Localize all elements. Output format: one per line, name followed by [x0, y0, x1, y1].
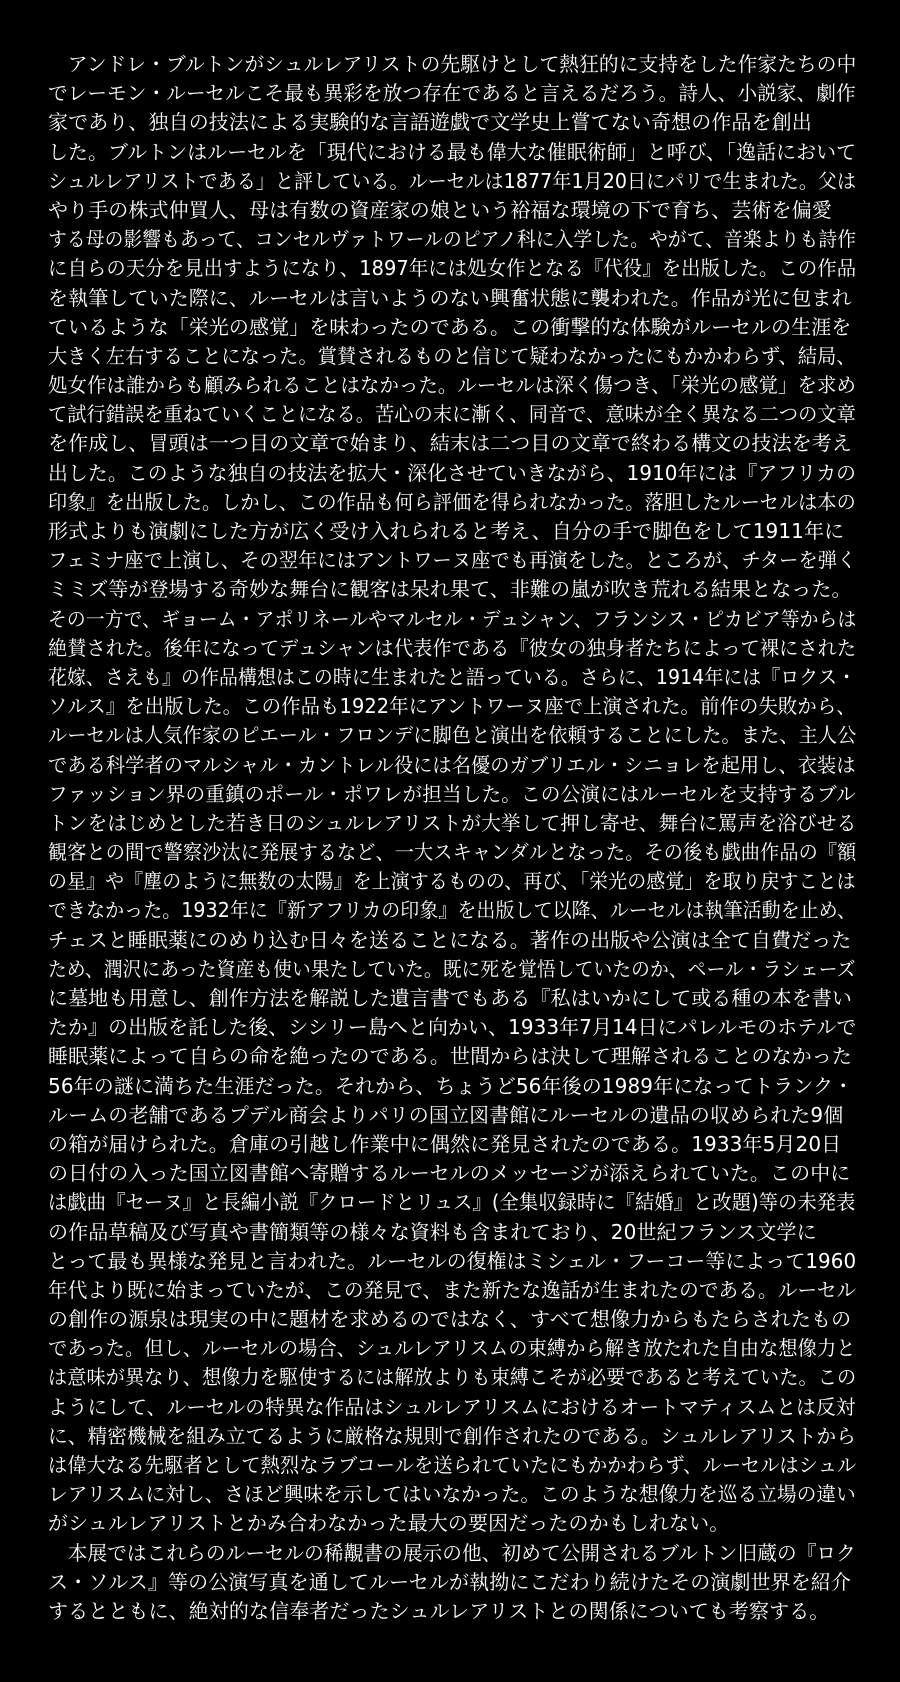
text-line: がシュルレアリストとかみ合わなかった最大の要因だったのかもしれない。: [48, 1511, 730, 1536]
text-line: に墓地も用意し、創作方法を解説した遺言書でもある『私はいかにして或る種の本を書い: [48, 986, 852, 1010]
text-line: ているような「栄光の感覚」を味わったのである。この衝撃的な体験がルーセルの生涯を: [48, 314, 852, 339]
text-line: は戯曲『セーヌ』と長編小説『クロードとリュス』(全集収録時に『結婚』と改題)等の未発表: [48, 1190, 856, 1215]
text-line: の創作の源泉は現実の中に題材を求めるのではなく、すべて想像力からもたらされたもの: [48, 1307, 852, 1332]
text-line: するとともに、絶対的な信奉者だったシュルレアリストとの関係についても考察する。: [48, 1598, 830, 1623]
text-line: アンドレ・ブルトンがシュルレアリストの先駆けとして熱狂的に支持をした作家たちの中: [48, 52, 856, 76]
text-line: 観客との間で警察沙汰に発展するなど、一大スキャンダルとなった。その後も戯曲作品の『額: [48, 840, 856, 865]
text-line: の作品草稿及び写真や書簡類等の様々な資料も含まれており、20世紀フランス文学に: [48, 1219, 817, 1244]
text-line: した。ブルトンはルーセルを「現代における最も偉大な催眠術師」と呼び、「逸話において: [48, 139, 856, 164]
text-line: レアリスムに対し、さほど興味を示してはいなかった。このような想像力を巡る立場の違い: [48, 1482, 856, 1507]
text-line: ファッション界の重鎮のポール・ポワレが担当した。この公演にはルーセルを支持するブル: [48, 781, 856, 806]
text-line: に自らの天分を見出すようになり、1897年には処女作となる『代役』を出版した。この作品: [48, 256, 856, 281]
text-line: 睡眠薬によって自らの命を絶ったのである。世間からは決して理解されることのなかった: [48, 1044, 852, 1069]
text-line: 本展ではこれらのルーセルの稀覯書の展示の他、初めて公開されるブルトン旧蔵の『ロク: [48, 1540, 856, 1565]
text-line: その一方で、ギョーム・アポリネールやマルセル・デュシャン、フランシス・ピカビア等からは: [48, 606, 856, 631]
text-line: の星』や『塵のように無数の太陽』を上演するものの、再び、「栄光の感覚」を取り戻すことは: [48, 869, 856, 894]
text-line: 56年の謎に満ちた生涯だった。それから、ちょうど56年後の1989年になってトランク・: [48, 1073, 854, 1098]
text-line: 処女作は誰からも顧みられることはなかった。ルーセルは深く傷つき、「栄光の感覚」を求め: [48, 373, 856, 398]
text-line: の日付の入った国立図書館へ寄贈するルーセルのメッセージが添えられていた。この中に: [48, 1161, 851, 1186]
text-line: に、精密機械を組み立てるように厳格な規則で創作されたのである。シュルレアリストから: [48, 1423, 856, 1448]
text-line: チェスと睡眠薬にのめり込む日々を送ることになる。著作の出版や公演は全て自費だった: [48, 927, 852, 952]
text-line: ス・ソルス』等の公演写真を通してルーセルが執拗にこだわり続けたその演劇世界を紹介: [48, 1569, 851, 1594]
text-line: て試行錯誤を重ねていくことになる。苦心の末に漸く、同音で、意味が全く異なる二つの文章: [48, 402, 856, 427]
text-line: たか』の出版を託した後、シシリー島へと向かい、1933年7月14日にパレルモのホテルで: [48, 1015, 856, 1040]
text-line: 絶賛された。後年になってデュシャンは代表作である『彼女の独身者たちによって裸にされた: [48, 635, 856, 660]
body-text: [48, 50, 856, 1626]
text-line: は意味が異なり、想像力を駆使するには解放よりも束縛こそが必要であると考えていた。この: [48, 1365, 856, 1390]
text-line: を執筆していた際に、ルーセルは言いようのない興奮状態に襲われた。作品が光に包まれ: [48, 285, 852, 310]
text-line: ようにして、ルーセルの特異な作品はシュルレアリスムにおけるオートマティスムとは反対: [48, 1394, 856, 1419]
text-line: 形式よりも演劇にした方が広く受け入れられると考え、自分の手で脚色をして1911年に: [48, 519, 845, 543]
text-line: の箱が届けられた。倉庫の引越し作業中に偶然に発見されたのである。1933年5月20日: [48, 1131, 842, 1156]
text-line: ミミズ等が登場する奇妙な舞台に観客は呆れ果て、非難の嵐が吹き荒れる結果となった。: [48, 577, 852, 602]
text-line: であった。但し、ルーセルの場合、シュルレアリスムの束縛から解き放たれた自由な想像力と: [48, 1336, 856, 1361]
text-line: シュルレアリストである」と評している。ルーセルは1877年1月20日にパリで生まれた。父は: [48, 168, 856, 193]
text-line: 年代より既に始まっていたが、この発見で、また新たな逸話が生まれたのである。ルーセル: [48, 1277, 856, 1302]
text-line: 家であり、独自の技法による実験的な言語遊戯で文学史上嘗てない奇想の作品を創出: [48, 110, 812, 135]
text-line: トンをはじめとした若き日のシュルレアリストが大挙して押し寄せ、舞台に罵声を浴びせる: [48, 810, 856, 835]
text-line: ルーセルは人気作家のピエール・フロンデに脚色と演出を依頼することにした。また、主人公: [48, 723, 856, 748]
text-line: する母の影響もあって、コンセルヴァトワールのピアノ科に入学した。やがて、音楽よりも詩作: [48, 227, 856, 252]
text-line: を作成し、冒頭は一つ目の文章で始まり、結末は二つ目の文章で終わる構文の技法を考え: [48, 431, 852, 456]
text-line: は偉大なる先駆者として熱烈なラブコールを送られていたにもかかわらず、ルーセルはシュル: [48, 1453, 856, 1477]
text-line: 出した。このような独自の技法を拡大・深化させていきながら、1910年には『アフリカの: [48, 460, 856, 485]
text-line: できなかった。1932年に『新アフリカの印象』を出版して以降、ルーセルは執筆活動を止め、: [48, 898, 856, 923]
text-line: でレーモン・ルーセルこそ最も異彩を放つ存在であると言えるだろう。詩人、小説家、劇作: [48, 81, 856, 106]
text-line: ソルス』を出版した。この作品も1922年にアントワーヌ座で上演された。前作の失敗から、: [48, 694, 856, 719]
text-line: フェミナ座で上演し、その翌年にはアントワーヌ座でも再演をした。ところが、チターを弾く: [48, 548, 856, 573]
text-line: やり手の株式仲買人、母は有数の資産家の娘という裕福な環境の下で育ち、芸術を偏愛: [48, 197, 832, 222]
text-line: とって最も異様な発見と言われた。ルーセルの復権はミシェル・フーコー等によって1960: [48, 1248, 856, 1273]
text-line: 大きく左右することになった。賞賛されるものと信じて疑わなかったにもかかわらず、結局、: [48, 343, 856, 368]
text-line: ルームの老舗であるプデル商会よりパリの国立図書館にルーセルの遺品の収められた9個: [48, 1102, 844, 1127]
text-line: 印象』を出版した。しかし、この作品も何ら評価を得られなかった。落胆したルーセルは本の: [48, 489, 856, 514]
text-line: ため、潤沢にあった資産も使い果たしていた。既に死を覚悟していたのか、ペール・ラシェーズ: [48, 956, 856, 981]
text-line: である科学者のマルシャル・カントレル役には名優のガブリエル・シニョレを起用し、衣装は: [48, 752, 856, 777]
text-line: 花嫁、さえも』の作品構想はこの時に生まれたと語っている。さらに、1914年には『ロクス・: [48, 664, 856, 689]
